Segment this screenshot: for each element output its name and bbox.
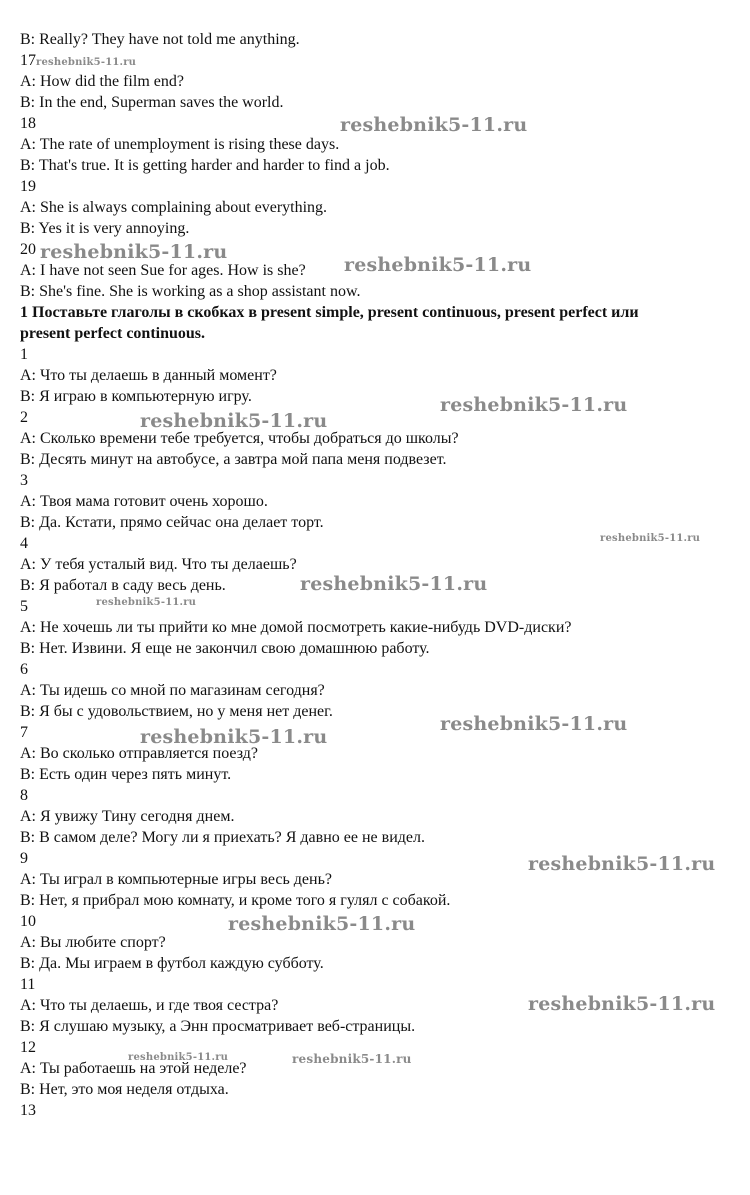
watermark: reshebnik5-11.ru	[292, 1052, 412, 1066]
dialogue-line: B: Десять минут на автобусе, а завтра мой папа меня подвезет.	[20, 451, 447, 468]
dialogue-line: A: Что ты делаешь в данный момент?	[20, 367, 277, 384]
item-number: 19	[20, 178, 36, 195]
dialogue-line: A: Я увижу Тину сегодня днем.	[20, 808, 235, 825]
dialogue-line: B: Нет, я прибрал мою комнату, и кроме того я гулял с собакой.	[20, 892, 451, 909]
watermark: reshebnik5-11.ru	[36, 57, 137, 68]
watermark: reshebnik5-11.ru	[528, 853, 716, 875]
item-number: 3	[20, 472, 28, 489]
dialogue-line: B: В самом деле? Могу ли я приехать? Я давно ее не видел.	[20, 829, 425, 846]
dialogue-line: B: Нет, это моя неделя отдыха.	[20, 1081, 229, 1098]
dialogue-line: B: Я бы с удовольствием, но у меня нет денег.	[20, 703, 333, 720]
item-number: 18	[20, 115, 36, 132]
dialogue-line: B: She's fine. She is working as a shop assistant now.	[20, 283, 361, 300]
item-number: 4	[20, 535, 28, 552]
dialogue-line: A: Что ты делаешь, и где твоя сестра?	[20, 997, 279, 1014]
watermark: reshebnik5-11.ru	[440, 713, 628, 735]
dialogue-line: B: Да. Мы играем в футбол каждую субботу.	[20, 955, 324, 972]
dialogue-line: A: Ты играл в компьютерные игры весь день?	[20, 871, 332, 888]
watermark: reshebnik5-11.ru	[340, 114, 528, 136]
dialogue-line: A: Не хочешь ли ты прийти ко мне домой посмотреть какие-нибудь DVD-диски?	[20, 619, 572, 636]
exercise-heading: present perfect continuous.	[20, 325, 206, 342]
watermark: reshebnik5-11.ru	[40, 241, 228, 263]
dialogue-line: B: Я играю в компьютерную игру.	[20, 388, 252, 405]
dialogue-line: B: Нет. Извини. Я еще не закончил свою домашнюю работу.	[20, 640, 430, 657]
dialogue-line: B: Да. Кстати, прямо сейчас она делает торт.	[20, 514, 324, 531]
dialogue-line: A: У тебя усталый вид. Что ты делаешь?	[20, 556, 297, 573]
watermark: reshebnik5-11.ru	[140, 726, 328, 748]
item-number: 10	[20, 913, 36, 930]
watermark: reshebnik5-11.ru	[300, 573, 488, 595]
item-number: 20	[20, 241, 36, 258]
dialogue-line: A: Твоя мама готовит очень хорошо.	[20, 493, 268, 510]
dialogue-line: A: I have not seen Sue for ages. How is she?	[20, 262, 306, 279]
item-number: 8	[20, 787, 28, 804]
dialogue-line: A: How did the film end?	[20, 73, 184, 90]
dialogue-line: A: Вы любите спорт?	[20, 934, 166, 951]
watermark: reshebnik5-11.ru	[96, 597, 197, 608]
exercise-heading: 1 Поставьте глаголы в скобках в present simple, present continuous, present perfect или	[20, 304, 639, 321]
item-number: 7	[20, 724, 28, 741]
item-number: 13	[20, 1102, 36, 1119]
dialogue-line: A: Ты работаешь на этой неделе?	[20, 1060, 247, 1077]
item-number: 12	[20, 1039, 36, 1056]
watermark: reshebnik5-11.ru	[344, 254, 532, 276]
watermark: reshebnik5-11.ru	[600, 533, 701, 544]
dialogue-line: A: Сколько времени тебе требуется, чтобы добраться до школы?	[20, 430, 459, 447]
dialogue-line: A: Ты идешь со мной по магазинам сегодня?	[20, 682, 325, 699]
item-number: 2	[20, 409, 28, 426]
watermark: reshebnik5-11.ru	[128, 1052, 229, 1063]
watermark: reshebnik5-11.ru	[140, 410, 328, 432]
watermark: reshebnik5-11.ru	[440, 394, 628, 416]
item-number: 11	[20, 976, 36, 993]
dialogue-line: B: Я слушаю музыку, а Энн просматривает веб-страницы.	[20, 1018, 416, 1035]
dialogue-line: B: Really? They have not told me anything.	[20, 31, 300, 48]
item-number: 17	[20, 52, 36, 69]
dialogue-line: B: Есть один через пять минут.	[20, 766, 232, 783]
dialogue-line: B: Я работал в саду весь день.	[20, 577, 226, 594]
watermark: reshebnik5-11.ru	[228, 913, 416, 935]
dialogue-line: A: The rate of unemployment is rising these days.	[20, 136, 340, 153]
item-number: 1	[20, 346, 28, 363]
dialogue-line: A: Во сколько отправляется поезд?	[20, 745, 258, 762]
dialogue-line: B: In the end, Superman saves the world.	[20, 94, 284, 111]
dialogue-line: A: She is always complaining about everything.	[20, 199, 328, 216]
item-number: 6	[20, 661, 28, 678]
dialogue-line: B: That's true. It is getting harder and harder to find a job.	[20, 157, 390, 174]
item-number: 5	[20, 598, 28, 615]
item-number: 9	[20, 850, 28, 867]
dialogue-line: B: Yes it is very annoying.	[20, 220, 190, 237]
watermark: reshebnik5-11.ru	[528, 993, 716, 1015]
